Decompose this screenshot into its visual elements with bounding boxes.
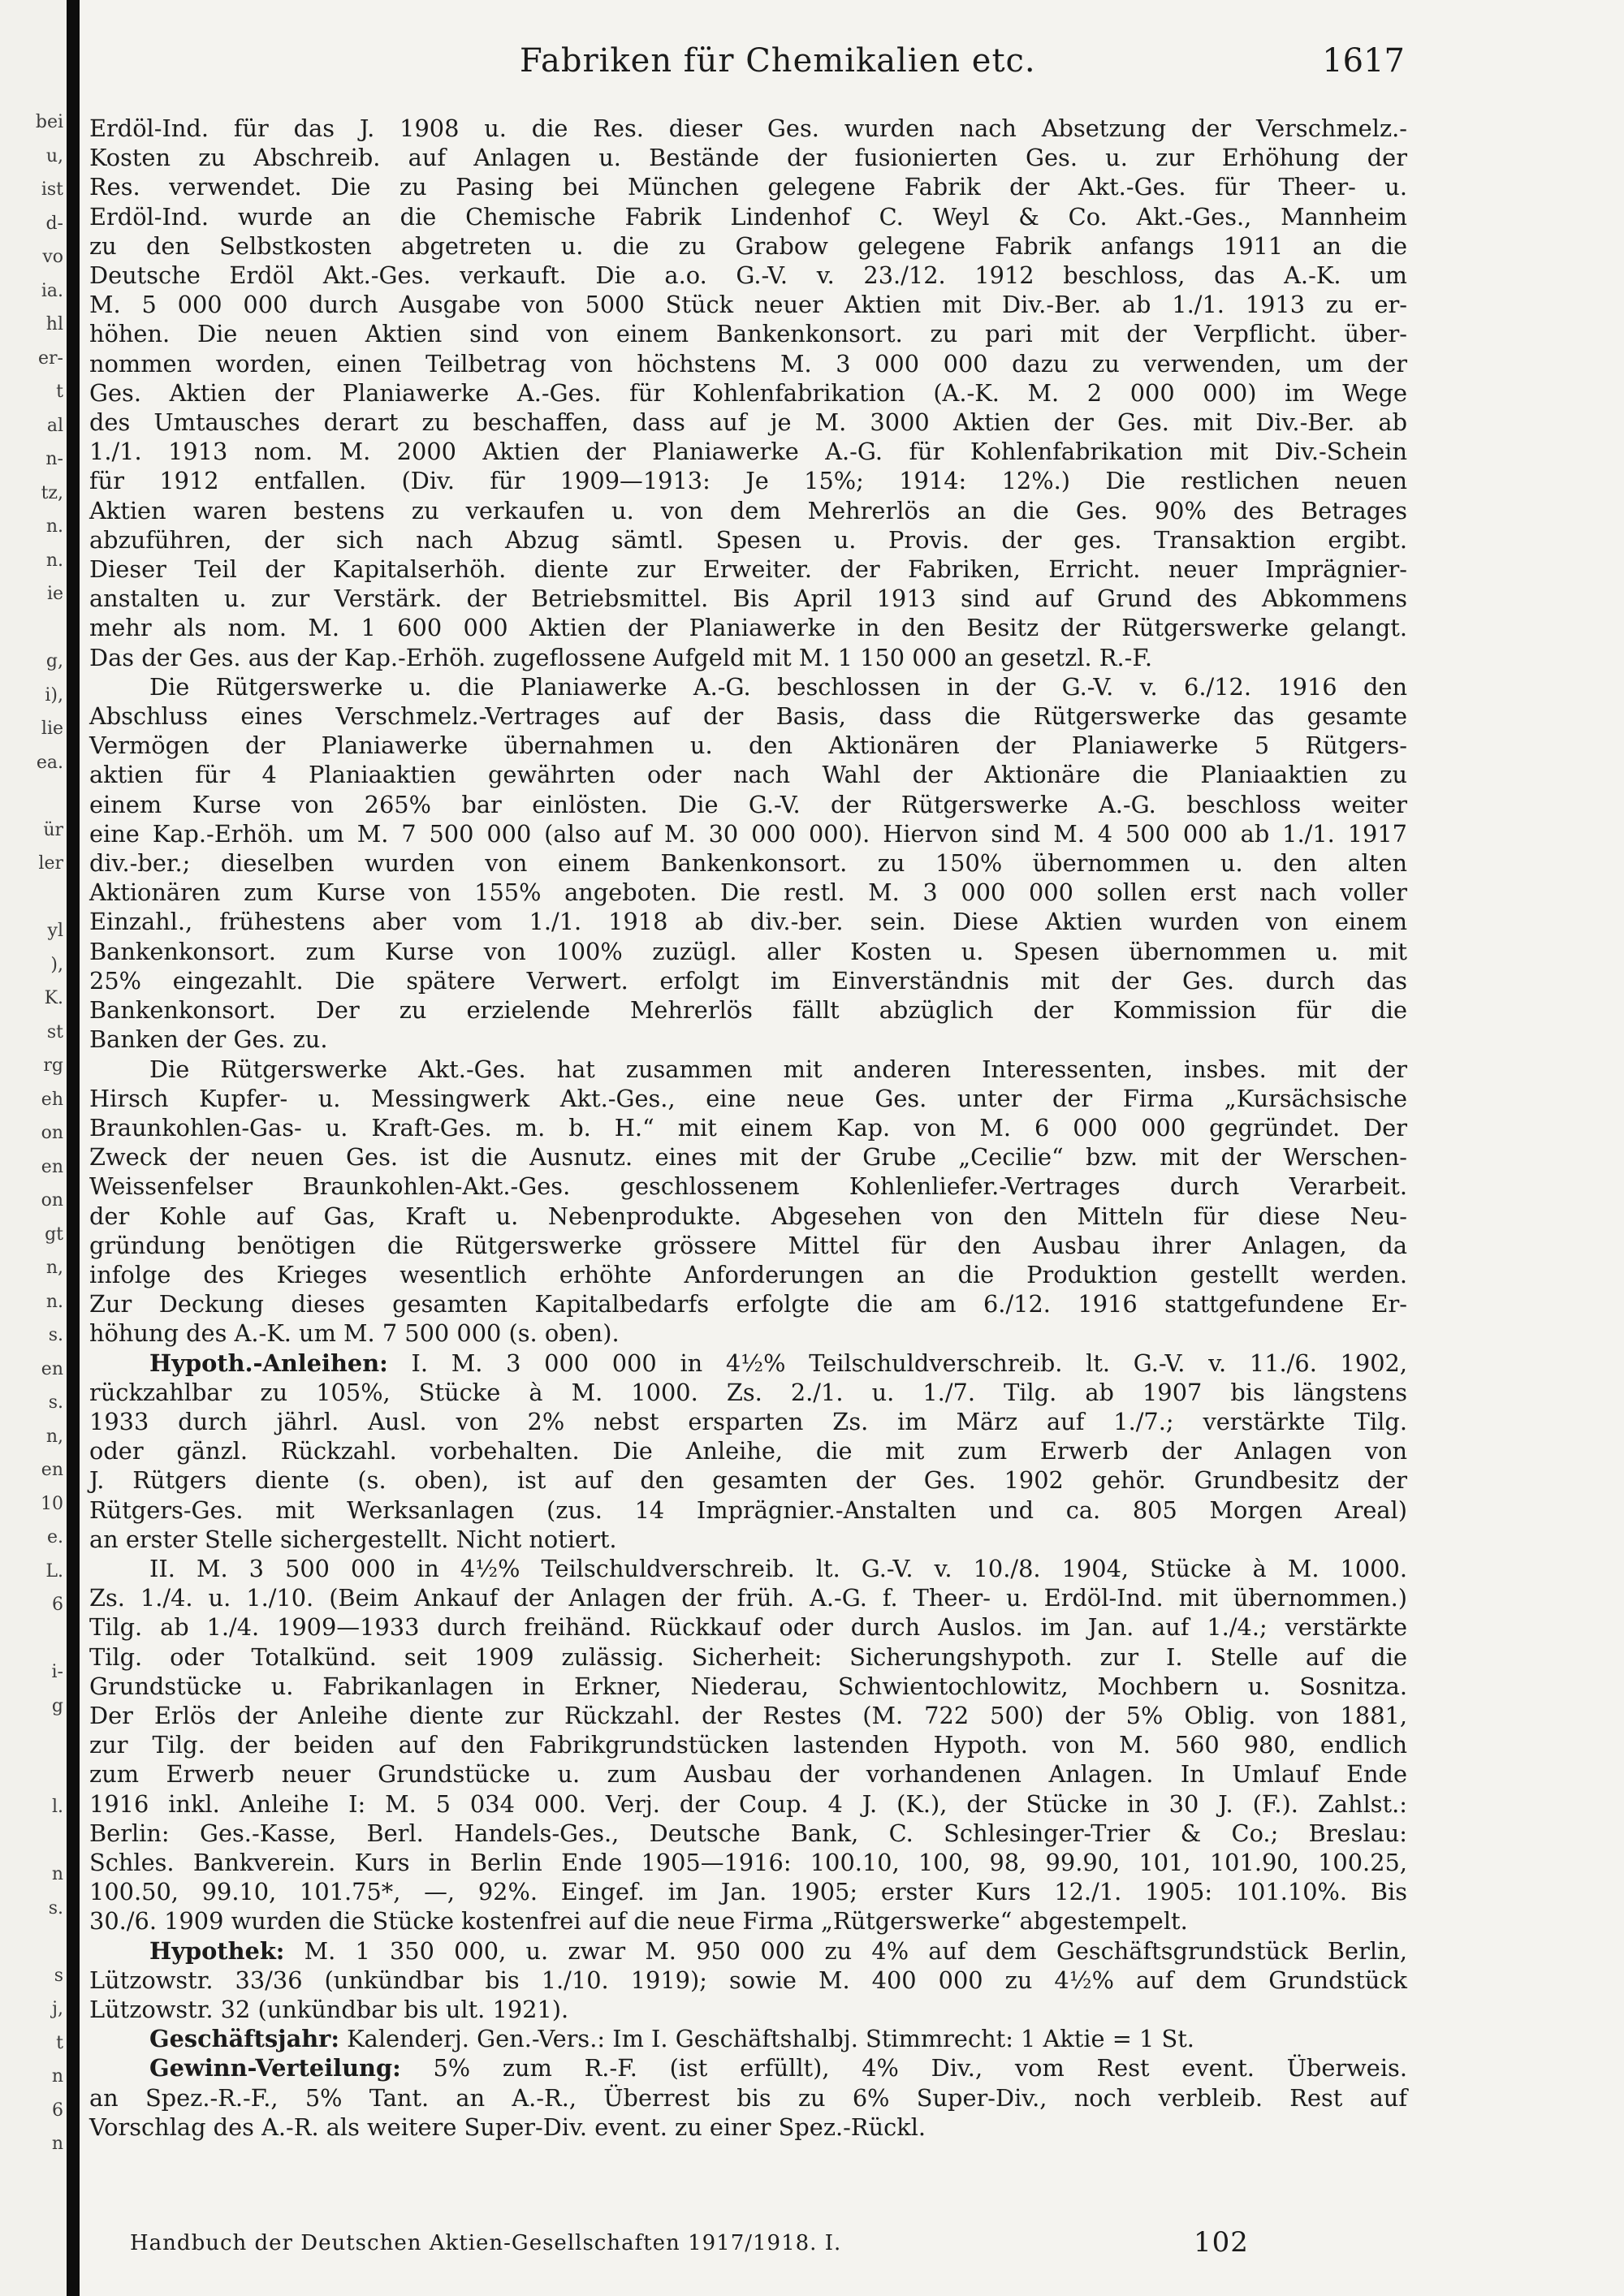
section-lead: Hypoth.-Anleihen: bbox=[149, 1349, 388, 1377]
gutter-fragment: t bbox=[56, 382, 63, 402]
text-line bbox=[89, 114, 1407, 143]
gutter-fragment bbox=[0, 611, 63, 645]
line-text: der Kohle auf Gas, Kraft u. Nebenprodukte. Abgesehen von den Mitteln für diese Neu- bbox=[89, 1202, 1407, 1230]
text-line bbox=[89, 525, 1407, 555]
text-line bbox=[89, 1142, 1407, 1172]
text-line bbox=[89, 1172, 1407, 1201]
text-line bbox=[89, 1465, 1407, 1495]
text-line bbox=[89, 1525, 1407, 1554]
gutter-fragment: n. bbox=[45, 1291, 63, 1312]
section-lead: Geschäftsjahr: bbox=[149, 2025, 339, 2053]
footer-number: 102 bbox=[1194, 2226, 1249, 2259]
line-text: II. M. 3 500 000 in 4½% Teilschuldverschreib. lt. G.-V. v. 10./8. 1904, Stücke à M. 1000. bbox=[149, 1554, 1407, 1582]
line-text: an Spez.-R.-F., 5% Tant. an A.-R., Überrest bis zu 6% Super-Div., noch verbleib. Rest auf bbox=[89, 2083, 1407, 2112]
line-text: M. 5 000 000 durch Ausgabe von 5000 Stück neuer Aktien mit Div.-Ber. ab 1./1. 1913 zu er- bbox=[89, 291, 1407, 319]
gutter-fragment bbox=[0, 881, 63, 915]
gutter-fragment: n bbox=[51, 1864, 63, 1884]
line-text: Grundstücke u. Fabrikanlagen in Erkner, Niederau, Schwientochlowitz, Mochbern u. Sosnitza. bbox=[89, 1672, 1407, 1700]
line-text: Vermögen der Planiawerke übernahmen u. den Aktionären der Planiawerke 5 Rütgers- bbox=[89, 732, 1407, 760]
gutter-fragment bbox=[0, 1824, 63, 1858]
text-line bbox=[89, 2024, 1407, 2053]
text-line bbox=[89, 1906, 1407, 1936]
text-line bbox=[89, 848, 1407, 878]
line-text: Ges. Aktien der Planiawerke A.-Ges. für Kohlenfabrikation (A.-K. M. 2 000 000) im Wege bbox=[89, 378, 1407, 407]
line-text: Res. verwendet. Die zu Pasing bei München gelegene Fabrik der Akt.-Ges. für Theer- u. bbox=[89, 173, 1407, 201]
gutter-fragment: ie bbox=[46, 584, 63, 604]
gutter-fragment: n, bbox=[45, 1258, 63, 1278]
line-text: 1./1. 1913 nom. M. 2000 Aktien der Planiawerke A.-G. für Kohlenfabrikation mit Div.-Schein bbox=[89, 438, 1407, 466]
line-text: oder gänzl. Rückzahl. vorbehalten. Die Anleihe, die mit zum Erwerb der Anlagen von bbox=[89, 1437, 1407, 1465]
text-line bbox=[89, 349, 1407, 378]
line-text: 30./6. 1909 wurden die Stücke kostenfrei auf die neue Firma „Rütgerswerke“ abgestempelt. bbox=[89, 1907, 1188, 1936]
gutter-fragment: tz, bbox=[41, 482, 63, 503]
text-line bbox=[89, 1966, 1407, 1995]
gutter-fragment bbox=[0, 1622, 63, 1656]
text-line bbox=[89, 1495, 1407, 1525]
text-line bbox=[89, 172, 1407, 201]
line-text: Vorschlag des A.-R. als weitere Super-Div. event. zu einer Spez.-Rückl. bbox=[89, 2113, 926, 2141]
text-line bbox=[89, 643, 1407, 672]
body-text bbox=[89, 114, 1407, 2142]
text-line bbox=[89, 731, 1407, 760]
gutter-fragment bbox=[0, 2161, 63, 2195]
line-text: des Umtausches derart zu beschaffen, dass auf je M. 3000 Aktien der Ges. mit Div.-Ber. ab bbox=[89, 408, 1407, 437]
line-text: zur Tilg. der beiden auf den Fabrikgrundstücken lastenden Hypoth. von M. 560 980, endlich bbox=[89, 1731, 1407, 1759]
gutter-fragment: j, bbox=[52, 1999, 63, 2019]
text-line bbox=[89, 261, 1407, 290]
gutter-fragment: en bbox=[41, 1460, 63, 1480]
line-text: J. Rütgers diente (s. oben), ist auf den gesamten der Ges. 1902 gehör. Grundbesitz der bbox=[89, 1466, 1407, 1495]
line-text: aktien für 4 Planiaaktien gewährten oder nach Wahl der Aktionäre die Planiaaktien zu bbox=[89, 761, 1407, 789]
line-text: 25% eingezahlt. Die spätere Verwert. erfolgt im Einverständnis mit der Ges. durch das bbox=[89, 966, 1407, 995]
text-line bbox=[89, 1936, 1407, 1966]
line-text: Tilg. ab 1./4. 1909—1933 durch freihänd. Rückkauf oder durch Auslos. im Jan. auf 1./4.; verstärkte bbox=[89, 1613, 1407, 1642]
gutter-fragment: i), bbox=[45, 684, 63, 706]
text-line bbox=[89, 1231, 1407, 1260]
gutter-fragment: n. bbox=[45, 516, 63, 537]
paragraph bbox=[89, 1554, 1407, 1936]
line-text: Erdöl-Ind. für das J. 1908 u. die Res. dieser Ges. wurden nach Absetzung der Verschmelz.- bbox=[89, 114, 1407, 142]
text-line bbox=[89, 1349, 1407, 1378]
line-text: rückzahlbar zu 105%, Stücke à M. 1000. Zs. 2./1. u. 1./7. Tilg. ab 1907 bis längstens bbox=[89, 1378, 1407, 1406]
gutter-fragment: on bbox=[41, 1190, 63, 1211]
line-text: zum Erwerb neuer Grundstücke u. zum Ausbau der vorhandenen Anlagen. In Umlauf Ende bbox=[89, 1760, 1407, 1789]
running-header bbox=[89, 42, 1405, 91]
line-text: div.-ber.; dieselben wurden von einem Bankenkonsort. zu 150% übernommen u. den alten bbox=[89, 849, 1407, 878]
section-lead: Gewinn-Verteilung: bbox=[149, 2054, 401, 2082]
gutter-fragment: ea. bbox=[36, 752, 63, 773]
line-text: 5% zum R.-F. (ist erfüllt), 4% Div., vom Rest event. Überweis. bbox=[400, 2054, 1407, 2082]
gutter-fragment: K. bbox=[44, 988, 63, 1008]
text-line bbox=[89, 1407, 1407, 1436]
text-line bbox=[89, 819, 1407, 848]
line-text: Der Erlös der Anleihe diente zur Rückzahl. der Restes (M. 722 500) der 5% Oblig. von 1881, bbox=[89, 1701, 1407, 1729]
gutter-fragment: 6 bbox=[52, 1595, 63, 1615]
gutter-fragment: on bbox=[41, 1123, 63, 1143]
text-line bbox=[89, 1848, 1407, 1877]
line-text: Berlin: Ges.-Kasse, Berl. Handels-Ges., Deutsche Bank, C. Schlesinger-Trier & Co.; Breslau: bbox=[89, 1819, 1407, 1847]
text-line bbox=[89, 437, 1407, 466]
line-text: Zs. 1./4. u. 1./10. (Beim Ankauf der Anlagen der früh. A.-G. f. Theer- u. Erdöl-Ind. mit übernommen.) bbox=[89, 1584, 1407, 1612]
text-line bbox=[89, 290, 1407, 319]
text-line bbox=[89, 496, 1407, 525]
paragraph bbox=[89, 2024, 1407, 2053]
line-text: Erdöl-Ind. wurde an die Chemische Fabrik Lindenhof C. Weyl & Co. Akt.-Ges., Mannheim bbox=[89, 202, 1407, 231]
gutter-fragment: n. bbox=[45, 550, 63, 571]
text-line bbox=[89, 1995, 1407, 2024]
text-line bbox=[89, 878, 1407, 907]
line-text: 100.50, 99.10, 101.75*, —, 92%. Eingef. im Jan. 1905; erster Kurs 12./1. 1905: 101.10%. Bis bbox=[89, 1878, 1407, 1906]
gutter-fragment: ler bbox=[38, 853, 63, 874]
line-text: Zur Deckung dieses gesamten Kapitalbedarfs erfolgte die am 6./12. 1916 stattgefundene Er- bbox=[89, 1290, 1407, 1318]
text-line bbox=[89, 937, 1407, 966]
text-line bbox=[89, 966, 1407, 995]
gutter-fragment: 6 bbox=[52, 2100, 63, 2121]
footer-text: Handbuch der Deutschen Aktien-Gesellschaften 1917/1918. I. bbox=[130, 2231, 842, 2255]
line-text: Kalenderj. Gen.-Vers.: Im I. Geschäftshalbj. Stimmrecht: 1 Aktie = 1 St. bbox=[339, 2025, 1194, 2053]
line-text: Einzahl., frühestens aber vom 1./1. 1918 ab div.-ber. sein. Diese Aktien wurden von einem bbox=[89, 908, 1407, 936]
text-line bbox=[89, 1436, 1407, 1465]
paragraph bbox=[89, 672, 1407, 1055]
line-text: Kosten zu Abschreib. auf Anlagen u. Bestände der fusionierten Ges. u. zur Erhöhung der bbox=[89, 144, 1407, 172]
gutter-fragment: n bbox=[51, 2134, 63, 2154]
paragraph bbox=[89, 114, 1407, 672]
paragraph bbox=[89, 1936, 1407, 2025]
gutter-fragment: d- bbox=[45, 213, 63, 234]
text-line bbox=[89, 1084, 1407, 1113]
gutter-fragment: 10 bbox=[41, 1493, 63, 1514]
text-line bbox=[89, 555, 1407, 584]
gutter-fragment: hl bbox=[45, 314, 63, 334]
line-text: gründung benötigen die Rütgerswerke grössere Mittel für den Ausbau ihrer Anlagen, da bbox=[89, 1231, 1407, 1259]
line-text: 1933 durch jährl. Ausl. von 2% nebst ersparten Zs. im März auf 1./7.; verstärkte Tilg. bbox=[89, 1407, 1407, 1435]
line-text: Bankenkonsort. zum Kurse von 100% zuzügl. aller Kosten u. Spesen übernommen u. mit bbox=[89, 937, 1407, 965]
gutter-fragment: al bbox=[46, 415, 63, 436]
line-text: Dieser Teil der Kapitalserhöh. diente zur Erweiter. der Fabriken, Erricht. neuer Imprägnier- bbox=[89, 555, 1407, 584]
text-line bbox=[89, 202, 1407, 231]
line-text: Banken der Ges. zu. bbox=[89, 1025, 328, 1054]
text-line bbox=[89, 613, 1407, 642]
line-text: I. M. 3 000 000 in 4½% Teilschuldverschreib. lt. G.-V. v. 11./6. 1902, bbox=[387, 1349, 1407, 1377]
text-line bbox=[89, 1055, 1407, 1084]
text-line bbox=[89, 701, 1407, 731]
gutter-fragment: s. bbox=[48, 1392, 63, 1413]
text-line bbox=[89, 1202, 1407, 1231]
gutter-fragment: s bbox=[54, 1965, 63, 1986]
line-text: mehr als nom. M. 1 600 000 Aktien der Planiawerke in den Besitz der Rütgerswerke gelangt. bbox=[89, 614, 1407, 642]
gutter-fragment: ia. bbox=[41, 280, 63, 301]
text-line bbox=[89, 1759, 1407, 1789]
line-text: infolge des Krieges wesentlich erhöhte Anforderungen an die Produktion gestellt werden. bbox=[89, 1260, 1407, 1288]
gutter-fragment: g, bbox=[45, 651, 63, 671]
text-line bbox=[89, 1612, 1407, 1642]
gutter-fragment bbox=[0, 1925, 63, 1959]
line-text: eine Kap.-Erhöh. um M. 7 500 000 (also auf M. 30 000 000). Hiervon sind M. 4 500 000 ab 1./1. 1917 bbox=[89, 819, 1407, 848]
footer bbox=[130, 2226, 1429, 2259]
line-text: zu den Selbstkosten abgetreten u. die zu Grabow gelegene Fabrik anfangs 1911 an die bbox=[89, 231, 1407, 260]
text-line bbox=[89, 378, 1407, 408]
text-line bbox=[89, 2083, 1407, 2113]
left-margin-fragments bbox=[0, 0, 67, 2296]
gutter-fragment: g bbox=[51, 1695, 63, 1716]
text-line bbox=[89, 1113, 1407, 1142]
line-text: Die Rütgerswerke Akt.-Ges. hat zusammen mit anderen Interessenten, insbes. mit der bbox=[149, 1055, 1407, 1083]
gutter-fragment: ür bbox=[43, 819, 63, 840]
text-line bbox=[89, 790, 1407, 819]
text-line bbox=[89, 408, 1407, 437]
gutter-fragment: eh bbox=[41, 1089, 63, 1110]
line-text: Zweck der neuen Ges. ist die Ausnutz. eines mit der Grube „Cecilie“ bzw. mit der Werschen- bbox=[89, 1143, 1407, 1172]
gutter-fragment: en bbox=[41, 1156, 63, 1177]
text-line bbox=[89, 1318, 1407, 1348]
gutter-fragment: n, bbox=[45, 1426, 63, 1447]
gutter-fragment: ), bbox=[50, 954, 63, 975]
line-text: Lützowstr. 33/36 (unkündbar bis 1./10. 1919); sowie M. 400 000 zu 4½% auf dem Grundstück bbox=[89, 1966, 1407, 1994]
gutter-fragment: bei bbox=[35, 112, 63, 132]
line-text: 1916 inkl. Anleihe I: M. 5 034 000. Verj. der Coup. 4 J. (K.), der Stücke in 30 J. (F.). Zahlst.: bbox=[89, 1789, 1407, 1818]
line-text: anstalten u. zur Verstärk. der Betriebsmittel. Bis April 1913 sind auf Grund des Abkommens bbox=[89, 585, 1407, 613]
binding-shadow bbox=[67, 0, 80, 2296]
text-line bbox=[89, 1378, 1407, 1407]
gutter-fragment: s. bbox=[48, 1897, 63, 1918]
line-text: Hirsch Kupfer- u. Messingwerk Akt.-Ges., eine neue Ges. unter der Firma „Kursächsische bbox=[89, 1084, 1407, 1112]
gutter-fragment: ist bbox=[41, 179, 63, 200]
text-line bbox=[89, 2113, 1407, 2142]
paragraph bbox=[89, 1055, 1407, 1349]
line-text: nommen worden, einen Teilbetrag von höchstens M. 3 000 000 dazu zu verwenden, um der bbox=[89, 349, 1407, 378]
gutter-fragment: en bbox=[41, 1358, 63, 1379]
text-line bbox=[89, 1819, 1407, 1848]
gutter-fragment: st bbox=[46, 1021, 63, 1042]
line-text: höhung des A.-K. um M. 7 500 000 (s. oben). bbox=[89, 1319, 620, 1348]
header-page-number: 1617 bbox=[1322, 42, 1405, 80]
line-text: Schles. Bankverein. Kurs in Berlin Ende 1905—1916: 100.10, 100, 98, 99.90, 101, 101.90, 100.25, bbox=[89, 1848, 1407, 1876]
line-text: Tilg. oder Totalkünd. seit 1909 zulässig. Sicherheit: Sicherungshypoth. zur I. Stelle auf die bbox=[89, 1642, 1407, 1671]
line-text: Braunkohlen-Gas- u. Kraft-Ges. m. b. H.“ mit einem Kap. von M. 6 000 000 gegründet. Der bbox=[89, 1113, 1407, 1142]
paragraph bbox=[89, 2053, 1407, 2142]
line-text: Weissenfelser Braunkohlen-Akt.-Ges. geschlossenem Kohlenliefer.-Vertrages durch Verarbeit. bbox=[89, 1172, 1407, 1201]
text-line bbox=[89, 143, 1407, 172]
gutter-fragment: s. bbox=[48, 1325, 63, 1345]
line-text: Lützowstr. 32 (unkündbar bis ult. 1921). bbox=[89, 1996, 569, 2023]
text-line bbox=[89, 584, 1407, 613]
gutter-fragment bbox=[0, 2195, 63, 2229]
paragraph bbox=[89, 1349, 1407, 1554]
text-line bbox=[89, 466, 1407, 495]
text-line bbox=[89, 1730, 1407, 1759]
text-line bbox=[89, 995, 1407, 1025]
text-line bbox=[89, 672, 1407, 701]
line-text: Abschluss eines Verschmelz.-Vertrages auf der Basis, dass die Rütgerswerke das gesamte bbox=[89, 702, 1407, 731]
gutter-fragment: l. bbox=[51, 1797, 63, 1817]
gutter-fragment: er- bbox=[38, 347, 63, 369]
text-line bbox=[89, 1672, 1407, 1701]
text-line bbox=[89, 1877, 1407, 1906]
gutter-fragment: n- bbox=[45, 449, 63, 469]
line-text: Aktionären zum Kurse von 155% angeboten. Die restl. M. 3 000 000 sollen erst nach voller bbox=[89, 878, 1407, 907]
gutter-fragment: rg bbox=[43, 1055, 63, 1076]
line-text: Das der Ges. aus der Kap.-Erhöh. zugeflossene Aufgeld mit M. 1 150 000 an gesetzl. R.-F. bbox=[89, 643, 1153, 671]
gutter-fragment: e. bbox=[46, 1527, 63, 1547]
text-line bbox=[89, 1289, 1407, 1318]
text-line bbox=[89, 319, 1407, 348]
text-line bbox=[89, 1025, 1407, 1054]
text-line bbox=[89, 1701, 1407, 1730]
line-text: Deutsche Erdöl Akt.-Ges. verkauft. Die a.o. G.-V. v. 23./12. 1912 beschloss, das A.-K. um bbox=[89, 261, 1407, 290]
gutter-fragment: lie bbox=[41, 719, 63, 739]
text-line bbox=[89, 1554, 1407, 1583]
text-line bbox=[89, 1260, 1407, 1289]
gutter-fragment: n bbox=[51, 2066, 63, 2087]
section-lead: Hypothek: bbox=[149, 1936, 285, 1965]
gutter-fragment: i- bbox=[51, 1662, 63, 1682]
line-text: abzuführen, der sich nach Abzug sämtl. Spesen u. Provis. der ges. Transaktion ergibt. bbox=[89, 525, 1407, 554]
line-text: M. 1 350 000, u. zwar M. 950 000 zu 4% auf dem Geschäftsgrundstück Berlin, bbox=[284, 1936, 1407, 1965]
gutter-fragment: gt bbox=[45, 1224, 63, 1245]
line-text: höhen. Die neuen Aktien sind von einem Bankenkonsort. zu pari mit der Verpflicht. über- bbox=[89, 320, 1407, 348]
line-text: an erster Stelle sichergestellt. Nicht notiert. bbox=[89, 1525, 617, 1553]
text-line bbox=[89, 1583, 1407, 1612]
header-title: Fabriken für Chemikalien etc. bbox=[520, 42, 1036, 80]
line-text: Die Rütgerswerke u. die Planiawerke A.-G. beschlossen in der G.-V. v. 6./12. 1916 den bbox=[149, 672, 1407, 701]
line-text: Rütgers-Ges. mit Werksanlagen (zus. 14 Imprägnier.-Anstalten und ca. 805 Morgen Areal) bbox=[89, 1495, 1407, 1524]
text-line bbox=[89, 1642, 1407, 1672]
text-line bbox=[89, 231, 1407, 261]
line-text: einem Kurse von 265% bar einlösten. Die G.-V. der Rütgerswerke A.-G. beschloss weiter bbox=[89, 790, 1407, 818]
gutter-fragment: L. bbox=[45, 1560, 63, 1582]
gutter-fragment bbox=[0, 779, 63, 814]
gutter-fragment bbox=[0, 1757, 63, 1791]
gutter-fragment: yl bbox=[47, 921, 63, 941]
gutter-fragment bbox=[0, 1723, 63, 1757]
previous-page-bleed bbox=[0, 106, 67, 2229]
text-line bbox=[89, 2053, 1407, 2082]
text-line bbox=[89, 760, 1407, 789]
gutter-fragment: t bbox=[56, 2032, 63, 2053]
line-text: für 1912 entfallen. (Div. für 1909—1913: Je 15%; 1914: 12%.) Die restlichen neuen bbox=[89, 467, 1407, 495]
line-text: Bankenkonsort. Der zu erzielende Mehrerlös fällt abzüglich der Kommission für die bbox=[89, 996, 1407, 1025]
text-line bbox=[89, 1789, 1407, 1819]
gutter-fragment: u, bbox=[45, 145, 63, 166]
gutter-fragment: vo bbox=[42, 247, 63, 267]
text-line bbox=[89, 907, 1407, 936]
line-text: Aktien waren bestens zu verkaufen u. von dem Mehrerlös an die Ges. 90% des Betrages bbox=[89, 496, 1407, 524]
